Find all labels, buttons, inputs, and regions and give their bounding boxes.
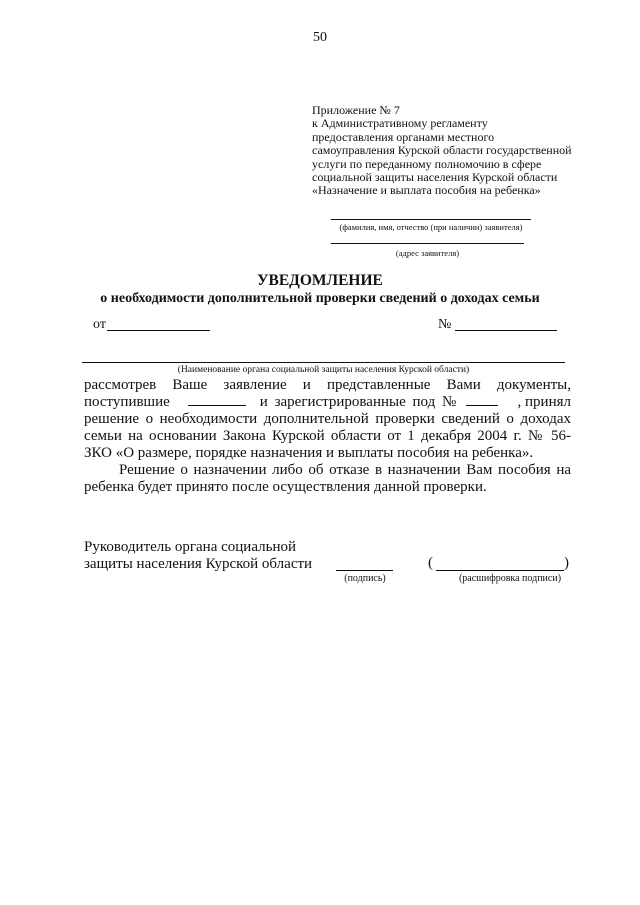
from-label: от: [93, 317, 106, 332]
authority-caption: (Наименование органа социальной защиты населения Курской области): [177, 365, 470, 375]
authority-line: [82, 362, 565, 363]
applicant-address-caption: (адрес заявителя): [395, 248, 460, 258]
signature-line: [336, 570, 393, 571]
signatory-title-line1: Руководитель органа социальной: [84, 539, 296, 555]
appendix-line: социальной защиты населения Курской области: [312, 170, 558, 185]
registered-label: и зарегистрированные под №: [259, 394, 457, 410]
body-line: рассмотрев Ваше заявление и представленные Вами документы,: [84, 377, 571, 393]
decoding-caption: (расшифровка подписи): [458, 573, 562, 584]
applicant-name-caption: (фамилия, имя, отчество (при наличии) заявителя): [339, 222, 523, 232]
received-label: поступившие: [84, 394, 170, 410]
accepted-label: , принял: [517, 394, 571, 410]
document-title: УВЕДОМЛЕНИЕ: [257, 272, 383, 289]
applicant-address-line: [331, 243, 524, 244]
decoding-close-paren: ): [564, 555, 569, 571]
registration-number-blank: [466, 405, 498, 406]
from-date-line: [107, 330, 210, 331]
appendix-line: услуги по переданному полномочию в сфере: [312, 156, 542, 171]
body-line: решение о необходимости дополнительной проверки сведений о доходах: [84, 411, 571, 427]
signatory-title-line2: защиты населения Курской области: [84, 556, 313, 572]
body-line: Решение о назначении либо об отказе в назначении Вам пособия на: [119, 462, 571, 478]
body-line: ЗКО «О размере, порядке назначения и выплаты пособия на ребенка».: [84, 445, 534, 461]
body-line: ребенка будет принято после осуществления данной проверки.: [84, 479, 487, 495]
body-line: семьи на основании Закона Курской области от 1 декабря 2004 г. № 56-: [84, 428, 571, 444]
appendix-line: самоуправления Курской области государственной: [312, 143, 572, 158]
body-line-registration: [84, 394, 571, 411]
document-subtitle: о необходимости дополнительной проверки сведений о доходах семьи: [100, 291, 540, 306]
number-line: [455, 330, 557, 331]
received-blank: [188, 405, 246, 406]
number-label: №: [438, 317, 452, 332]
applicant-name-line: [331, 219, 531, 220]
decoding-open-paren: (: [428, 555, 433, 571]
appendix-line: предоставления органами местного: [312, 129, 495, 144]
appendix-line: Приложение № 7: [312, 103, 400, 117]
decoding-line: [436, 570, 564, 571]
appendix-line: к Административному регламенту: [312, 116, 488, 131]
appendix-line: «Назначение и выплата пособия на ребенка»: [312, 183, 541, 198]
appendix-header: [312, 104, 612, 198]
signature-caption: (подпись): [344, 573, 386, 584]
page-number: 50: [313, 30, 327, 45]
